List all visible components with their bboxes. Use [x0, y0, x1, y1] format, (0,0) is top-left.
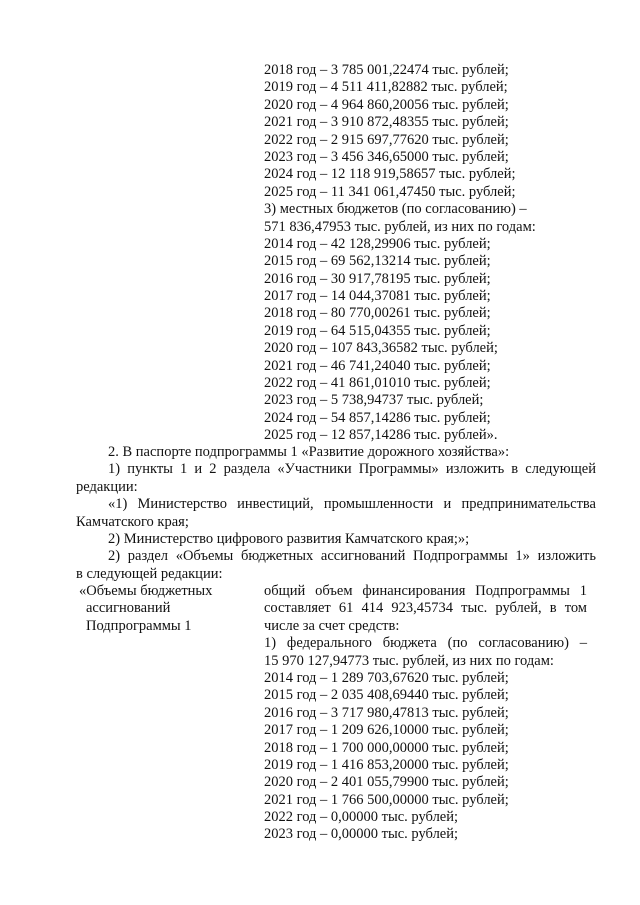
table-label-line: ассигнований: [86, 600, 171, 617]
table-value-line: 2018 год – 1 700 000,00000 тыс. рублей;: [264, 739, 509, 756]
paragraph-participants-line1: 1) пункты 1 и 2 раздела «Участники Программы» изложить в следующей: [108, 461, 596, 478]
budget-years-continuation: [264, 62, 600, 445]
paragraph-digital-ministry: 2) Министерство цифрового развития Камчатского края;»;: [108, 530, 470, 547]
text-line: 2025 год – 11 341 061,47450 тыс. рублей;: [264, 183, 516, 200]
paragraph-passport: 2. В паспорте подпрограммы 1 «Развитие дорожного хозяйства»:: [108, 444, 510, 460]
text-line: 2023 год – 5 738,94737 тыс. рублей;: [264, 392, 484, 409]
table-value-line: 2019 год – 1 416 853,20000 тыс. рублей;: [264, 756, 509, 773]
table-value-line: составляет 61 414 923,45734 тыс. рублей, в том: [264, 600, 587, 617]
text-line: 2017 год – 14 044,37081 тыс. рублей;: [264, 288, 491, 305]
paragraph-ministry-line2: Камчатского края;: [76, 513, 189, 530]
text-line: 2021 год – 3 910 872,48355 тыс. рублей;: [264, 114, 509, 131]
text-line: 3) местных бюджетов (по согласованию) –: [264, 201, 527, 218]
table-value-line: 2023 год – 0,00000 тыс. рублей;: [264, 826, 459, 843]
table-value-line: 2016 год – 3 717 980,47813 тыс. рублей;: [264, 704, 509, 721]
text-line: 2025 год – 12 857,14286 тыс. рублей».: [264, 427, 498, 444]
paragraph-budget-section-line1: 2) раздел «Объемы бюджетных ассигнований Подпрограммы 1» изложить: [108, 548, 596, 565]
text-line: 2021 год – 46 741,24040 тыс. рублей;: [264, 357, 491, 374]
table-value-line: 2017 год – 1 209 626,10000 тыс. рублей;: [264, 722, 509, 739]
paragraph-budget-section-line2: в следующей редакции:: [76, 565, 223, 582]
text-line: 2018 год – 80 770,00261 тыс. рублей;: [264, 305, 491, 322]
table-value-line: 2022 год – 0,00000 тыс. рублей;: [264, 809, 459, 826]
text-line: 2022 год – 2 915 697,77620 тыс. рублей;: [264, 131, 509, 148]
text-line: 2023 год – 3 456 346,65000 тыс. рублей;: [264, 148, 509, 165]
text-line: 571 836,47953 тыс. рублей, из них по годам:: [264, 218, 536, 235]
table-value-line: 2014 год – 1 289 703,67620 тыс. рублей;: [264, 669, 509, 686]
table-value-line: 2015 год – 2 035 408,69440 тыс. рублей;: [264, 687, 509, 704]
text-line: 2019 год – 4 511 411,82882 тыс. рублей;: [264, 79, 508, 96]
text-line: 2020 год – 4 964 860,20056 тыс. рублей;: [264, 96, 509, 113]
table-value-line: 2020 год – 2 401 055,79900 тыс. рублей;: [264, 774, 509, 791]
table-value-line: 2021 год – 1 766 500,00000 тыс. рублей;: [264, 791, 509, 808]
text-line: 2022 год – 41 861,01010 тыс. рублей;: [264, 375, 491, 392]
paragraph-participants-line2: редакции:: [76, 478, 138, 495]
table-value-line: 1) федерального бюджета (по согласованию) –: [264, 635, 587, 652]
table-label-column: [76, 583, 256, 635]
text-line: 2020 год – 107 843,36582 тыс. рублей;: [264, 340, 498, 357]
table-label-line: Подпрограммы 1: [86, 617, 192, 634]
table-value-line: 15 970 127,94773 тыс. рублей, из них по годам:: [264, 652, 554, 669]
paragraph-ministry-line1: «1) Министерство инвестиций, промышленности и предпринимательства: [108, 496, 596, 513]
text-line: 2018 год – 3 785 001,22474 тыс. рублей;: [264, 62, 509, 78]
table-value-column: [264, 583, 600, 844]
amendment-paragraphs: [76, 444, 596, 583]
table-label-line: «Объемы бюджетных: [79, 583, 213, 599]
text-line: 2024 год – 12 118 919,58657 тыс. рублей;: [264, 166, 516, 183]
text-line: 2016 год – 30 917,78195 тыс. рублей;: [264, 270, 491, 287]
text-line: 2015 год – 69 562,13214 тыс. рублей;: [264, 253, 491, 270]
text-line: 2019 год – 64 515,04355 тыс. рублей;: [264, 322, 491, 339]
text-line: 2024 год – 54 857,14286 тыс. рублей;: [264, 409, 491, 426]
table-value-line: общий объем финансирования Подпрограммы 1: [264, 583, 587, 599]
text-line: 2014 год – 42 128,29906 тыс. рублей;: [264, 235, 491, 252]
table-value-line: числе за счет средств:: [264, 617, 400, 634]
